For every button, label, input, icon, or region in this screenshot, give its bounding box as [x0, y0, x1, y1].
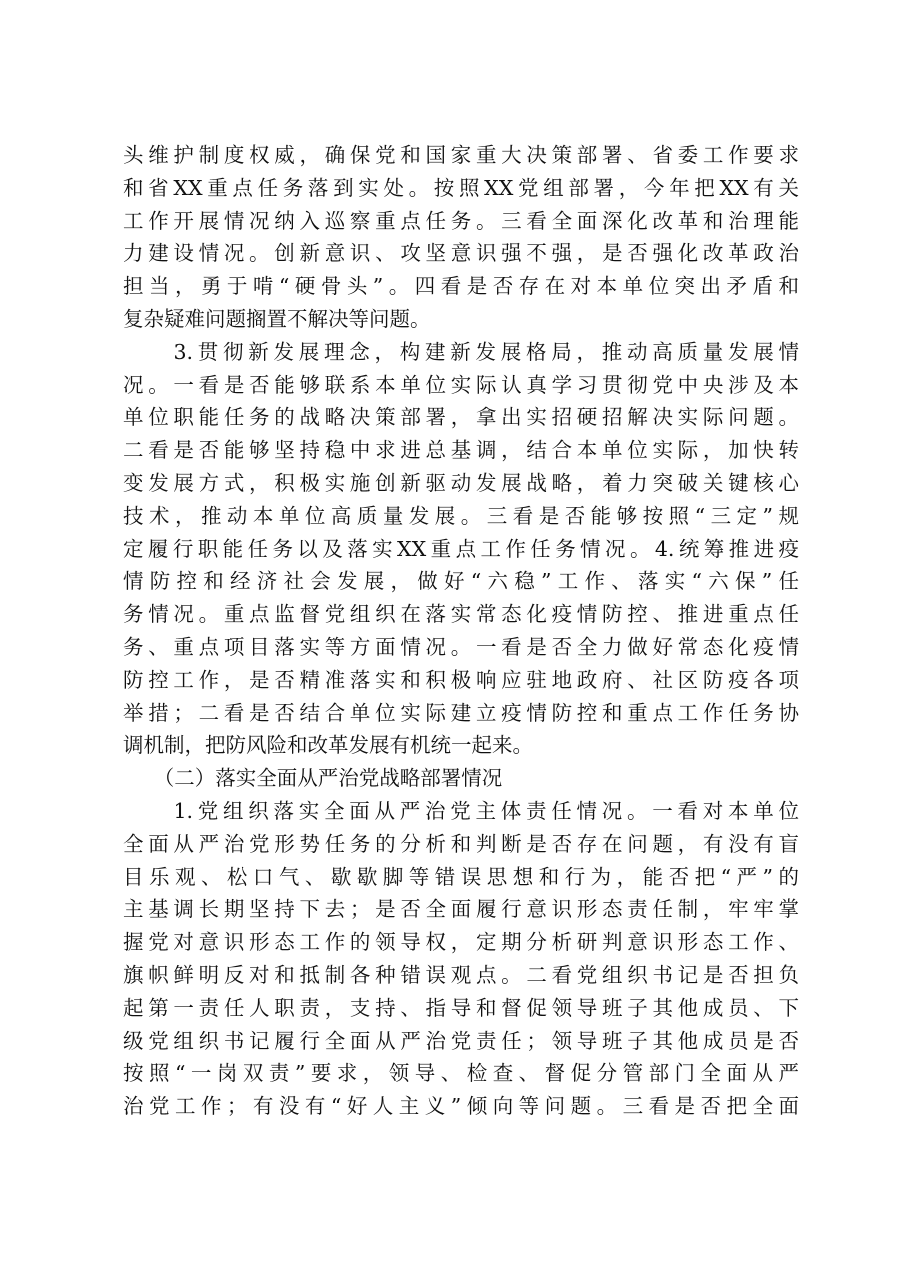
text-line-12: 技术，推动本单位高质量发展。三看是否能够按照“三定”规: [123, 503, 799, 528]
text-line-19: 调机制，把防风险和改革发展有机统一起来。: [123, 733, 533, 758]
text-line-9: 单位职能任务的战略决策部署，拿出实招硬招解决实际问题。: [123, 405, 799, 430]
text-line-27: 起第一责任人职责，支持、指导和督促领导班子其他成员、下: [123, 995, 799, 1020]
text-line-26: 旗帜鲜明反对和抵制各种错误观点。二看党组织书记是否担负: [123, 962, 799, 987]
text-line-17: 防控工作，是否精准落实和积极响应驻地政府、社区防疫各项: [123, 667, 799, 692]
text-line-24: 主基调长期坚持下去；是否全面履行意识形态责任制，牢牢掌: [123, 897, 799, 922]
text-line-1: 头维护制度权威，确保党和国家重大决策部署、省委工作要求: [123, 143, 799, 167]
text-line-25: 握党对意识形态工作的领导权，定期分析研判意识形态工作、: [123, 930, 799, 955]
text-line-5: 担当，勇于啃“硬骨头”。四看是否存在对本单位突出矛盾和: [123, 274, 799, 299]
text-line-16: 务、重点项目落实等方面情况。一看是否全力做好常态化疫情: [123, 634, 799, 659]
text-line-23: 目乐观、松口气、歇歇脚等错误思想和行为，能否把“严”的: [123, 864, 799, 889]
text-line-21: 1.党组织落实全面从严治党主体责任情况。一看对本单位: [123, 798, 799, 823]
text-line-15: 务情况。重点监督党组织在落实常态化疫情防控、推进重点任: [123, 602, 799, 627]
text-line-14: 情防控和经济社会发展，做好“六稳”工作、落实“六保”任: [123, 569, 799, 594]
text-line-13: 定履行职能任务以及落实XX重点工作任务情况。4.统筹推进疫: [123, 536, 799, 561]
text-line-18: 举措；二看是否结合单位实际建立疫情防控和重点工作任务协: [123, 700, 799, 725]
text-line-30: 治党工作；有没有“好人主义”倾向等问题。三看是否把全面: [123, 1094, 799, 1119]
section-heading: （二）落实全面从严治党战略部署情况: [123, 766, 503, 791]
text-line-6: 复杂疑难问题搁置不解决等问题。: [123, 306, 431, 331]
text-line-4: 力建设情况。创新意识、攻坚意识强不强，是否强化改革政治: [123, 241, 799, 266]
text-line-7: 3.贯彻新发展理念，构建新发展格局，推动高质量发展情: [123, 339, 799, 364]
text-line-28: 级党组织书记履行全面从严治党责任；领导班子其他成员是否: [123, 1028, 799, 1053]
text-line-3: 工作开展情况纳入巡察重点任务。三看全面深化改革和治理能: [123, 208, 799, 233]
text-line-22: 全面从严治党形势任务的分析和判断是否存在问题，有没有盲: [123, 831, 799, 856]
text-line-29: 按照“一岗双责”要求，领导、检查、督促分管部门全面从严: [123, 1061, 799, 1086]
document-body: [123, 139, 799, 1123]
text-line-8: 况。一看是否能够联系本单位实际认真学习贯彻党中央涉及本: [123, 372, 799, 397]
text-line-10: 二看是否能够坚持稳中求进总基调，结合本单位实际，加快转: [123, 438, 799, 463]
text-line-11: 变发展方式，积极实施创新驱动发展战略，着力突破关键核心: [123, 470, 799, 495]
text-line-2: 和省XX重点任务落到实处。按照XX党组部署，今年把XX有关: [123, 175, 799, 200]
